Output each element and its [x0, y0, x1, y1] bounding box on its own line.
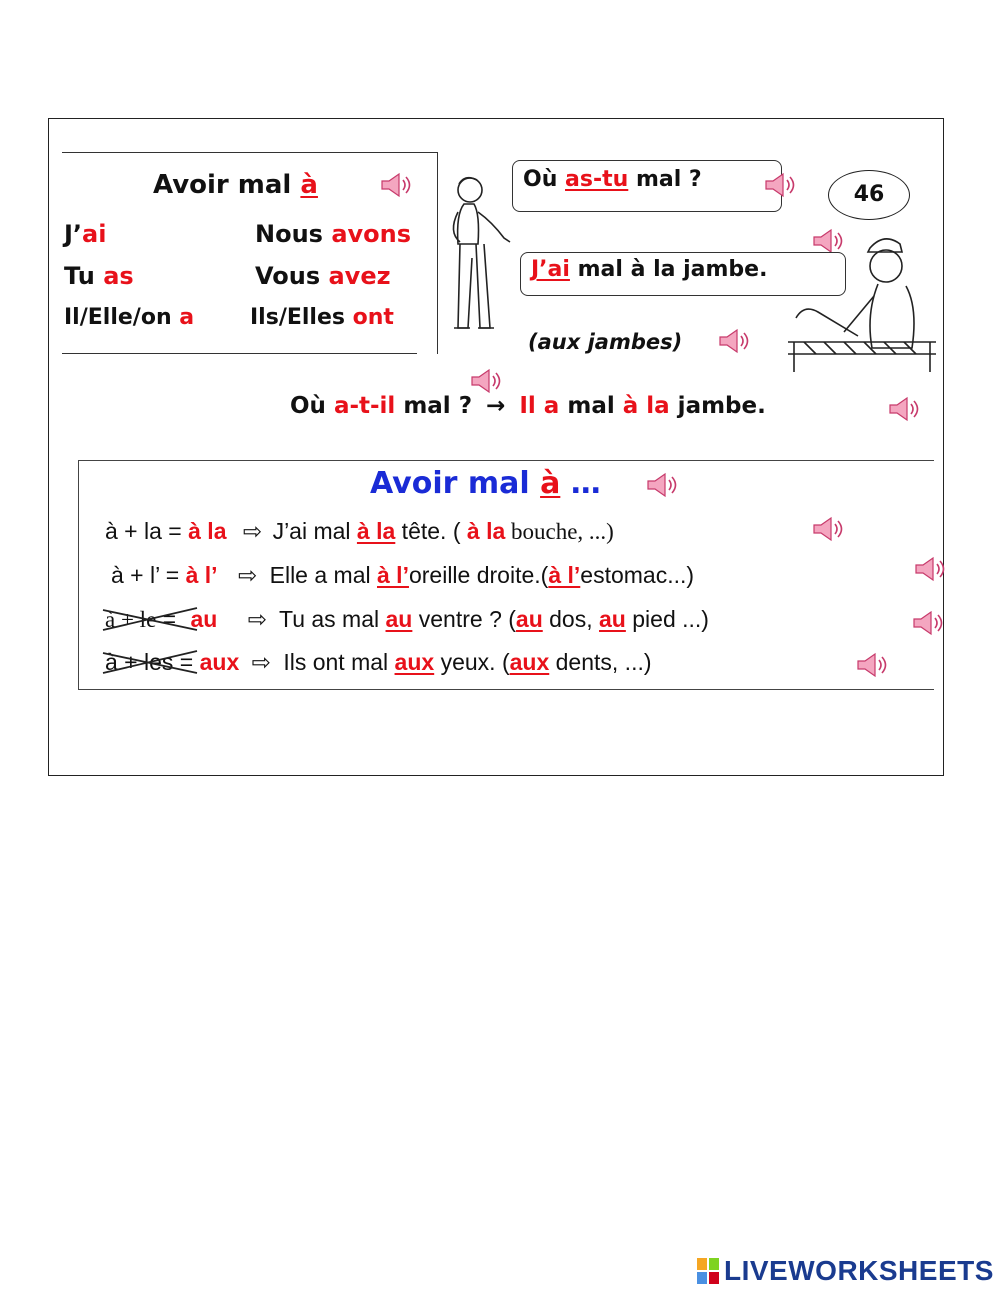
conj-nous: Nous avons [255, 220, 412, 248]
sitting-man-illustration [784, 230, 940, 378]
conj-vous: Vous avez [255, 262, 391, 290]
audio-speaker-icon[interactable] [764, 172, 798, 198]
divider [62, 353, 417, 354]
audio-speaker-icon[interactable] [856, 652, 890, 678]
conj-ils: Ils/Elles ont [250, 305, 394, 330]
conjugation-title: Avoir mal à [153, 170, 318, 200]
rule-row-a-l: à + l’ = à l’ ⇨ Elle a mal à l’oreille droite.(à l’estomac...) [111, 562, 695, 588]
rule-row-aux: à + les = aux ⇨ Ils ont mal aux yeux. (aux dents, ...) [105, 649, 652, 675]
audio-speaker-icon[interactable] [888, 396, 922, 422]
answer-bubble: J’ai mal à la jambe. [520, 252, 846, 296]
liveworksheets-brand: LIVEWORKSHEETS [724, 1255, 994, 1286]
third-person-sentence: Où a-t-il mal ? → Il a mal à la jambe. [290, 393, 766, 419]
conj-il: Il/Elle/on a [64, 305, 195, 330]
audio-speaker-icon[interactable] [380, 172, 414, 198]
question-bubble: Où as-tu mal ? [512, 160, 782, 212]
audio-speaker-icon[interactable] [912, 610, 946, 636]
audio-speaker-icon[interactable] [646, 472, 680, 498]
liveworksheets-logo-icon [697, 1258, 719, 1284]
conj-je: J’ai [64, 220, 107, 248]
audio-speaker-icon[interactable] [914, 556, 948, 582]
audio-speaker-icon[interactable] [718, 328, 752, 354]
struck-contraction: à + les [105, 649, 173, 676]
audio-speaker-icon[interactable] [812, 516, 846, 542]
rules-title: Avoir mal à … [370, 466, 601, 501]
audio-speaker-icon[interactable] [470, 368, 504, 394]
rule-row-a-la: à + la = à la ⇨ J’ai mal à la tête. ( à la bouche, ...) [105, 518, 614, 544]
standing-man-illustration [442, 168, 512, 338]
rule-row-au: à + le = au ⇨ Tu as mal au ventre ? (au dos, au pied ...) [105, 606, 709, 632]
plural-note: (aux jambes) [528, 330, 683, 354]
conj-tu: Tu as [64, 262, 134, 290]
page-number-badge: 46 [828, 170, 910, 220]
struck-contraction: à + le [105, 606, 156, 633]
